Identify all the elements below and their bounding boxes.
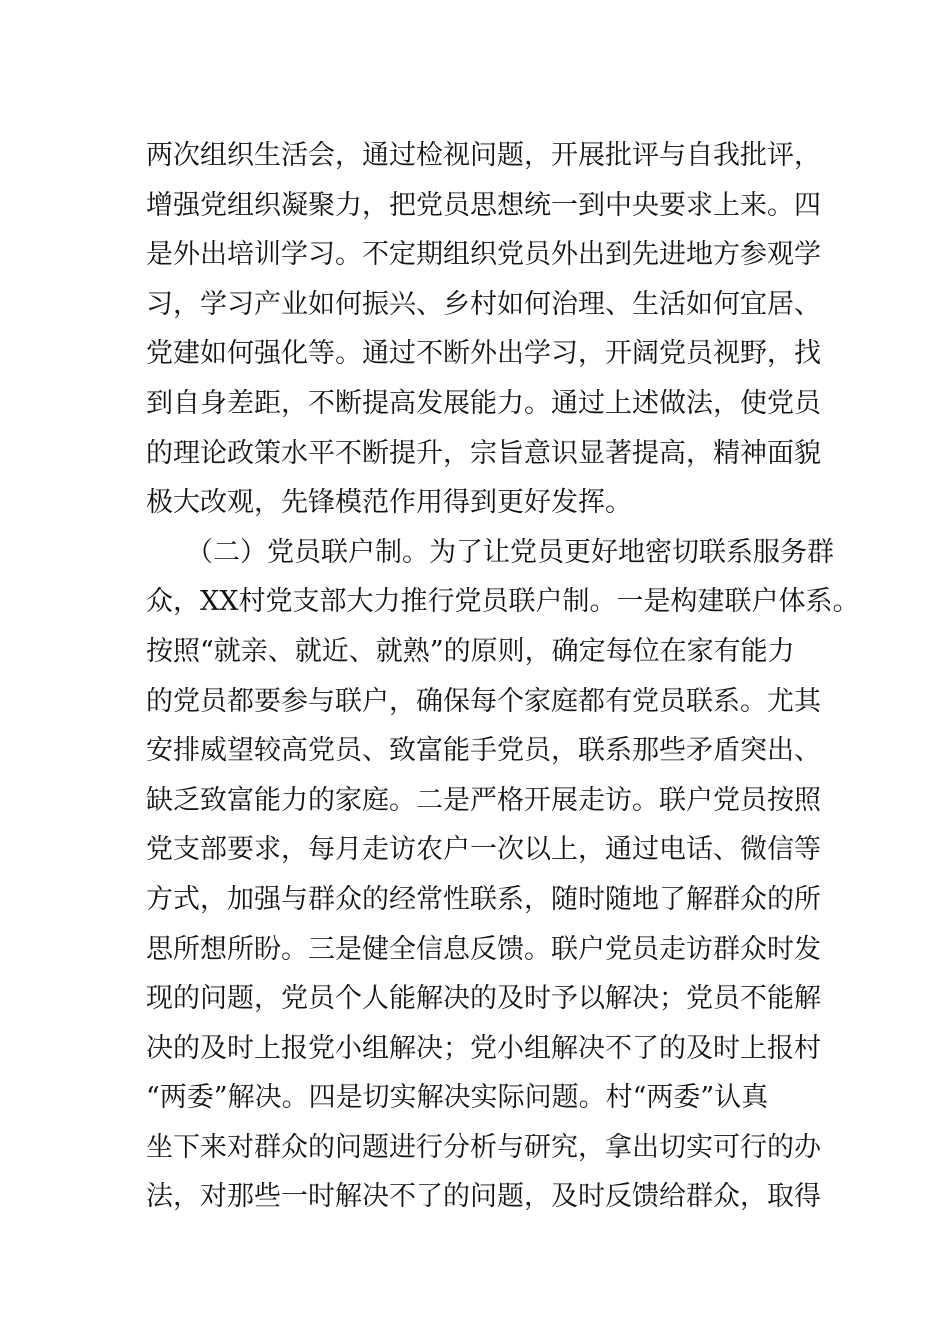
text-line: 思所想所盼。三是健全信息反馈。联户党员走访群众时发 (146, 933, 821, 965)
text-line: 现的问题，党员个人能解决的及时予以解决；党员不能解 (146, 983, 821, 1015)
text-line: 安排威望较高党员、致富能手党员，联系那些矛盾突出、 (146, 735, 821, 767)
text-line: 决的及时上报党小组解决；党小组解决不了的及时上报村 (146, 1032, 821, 1064)
text-line: 坐下来对群众的问题进行分析与研究，拿出切实可行的办 (146, 1131, 821, 1163)
text-line: 习，学习产业如何振兴、乡村如何治理、生活如何宜居、 (146, 288, 821, 320)
text-line: 众，XX村党支部大力推行党员联户制。一是构建联户体系。 (146, 586, 860, 618)
text-line: 是外出培训学习。不定期组织党员外出到先进地方参观学 (146, 239, 821, 271)
text-line: 按照“就亲、就近、就熟”的原则，确定每位在家有能力 (146, 635, 795, 667)
body-text (146, 131, 860, 1222)
text-line: 两次组织生活会，通过检视问题，开展批评与自我批评， (146, 140, 821, 171)
text-line: 法，对那些一时解决不了的问题，及时反馈给群众，取得 (146, 1181, 821, 1213)
text-line: 方式，加强与群众的经常性联系，随时随地了解群众的所 (146, 883, 821, 915)
text-line: “两委”解决。四是切实解决实际问题。村“两委”认真 (146, 1082, 769, 1114)
text-line: 党支部要求，每月走访农户一次以上，通过电话、微信等 (146, 834, 821, 866)
text-line: 增强党组织凝聚力，把党员思想统一到中央要求上来。四 (146, 189, 821, 221)
text-line: 到自身差距，不断提高发展能力。通过上述做法，使党员 (146, 387, 821, 419)
text-line: 极大改观，先锋模范作用得到更好发挥。 (146, 487, 632, 519)
section-heading-line: （二）党员联户制。为了让党员更好地密切联系服务群 (186, 536, 834, 568)
text-line: 的党员都要参与联户，确保每个家庭都有党员联系。尤其 (146, 685, 821, 717)
text-line: 党建如何强化等。通过不断外出学习，开阔党员视野，找 (146, 338, 821, 370)
text-line: 的理论政策水平不断提升，宗旨意识显著提高，精神面貌 (146, 437, 821, 469)
text-line: 缺乏致富能力的家庭。二是严格开展走访。联户党员按照 (146, 784, 821, 816)
